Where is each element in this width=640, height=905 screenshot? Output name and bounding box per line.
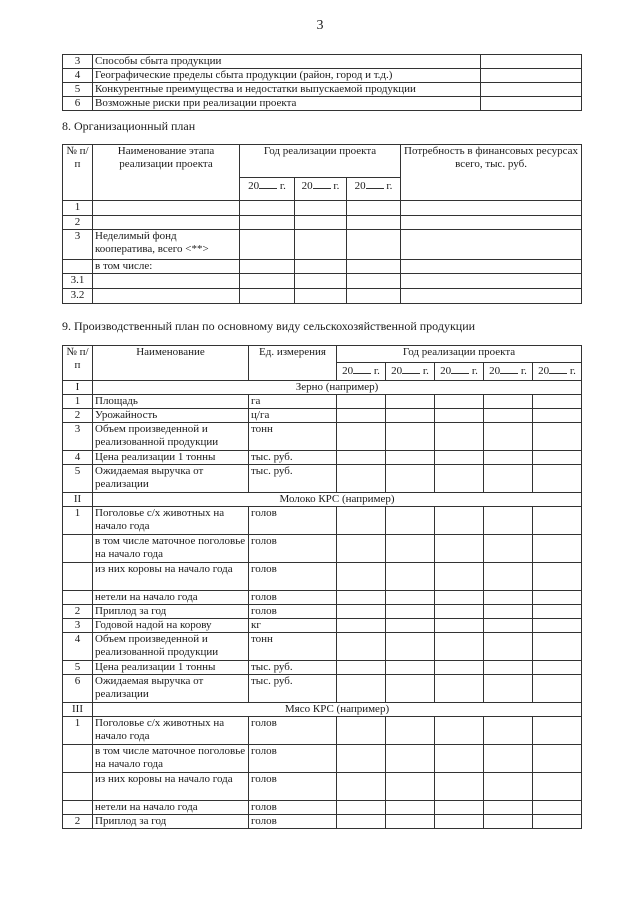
row-text <box>93 216 240 230</box>
empty-cell <box>435 801 484 815</box>
empty-cell <box>533 661 582 675</box>
row-number: 4 <box>63 69 93 83</box>
empty-cell <box>337 409 386 423</box>
row-number: 3 <box>63 619 93 633</box>
empty-cell <box>533 619 582 633</box>
empty-cell <box>337 395 386 409</box>
col-name-header: Наименование <box>93 346 249 381</box>
empty-cell <box>295 289 347 304</box>
empty-cell <box>484 465 533 493</box>
row-text: Приплод за год <box>93 605 249 619</box>
year-cell <box>386 363 435 381</box>
page-number: 3 <box>316 18 324 33</box>
empty-cell <box>401 260 582 274</box>
row-number: 2 <box>63 815 93 829</box>
table-row <box>63 423 582 451</box>
table-row <box>63 216 582 230</box>
row-number: 2 <box>63 409 93 423</box>
empty-cell <box>533 815 582 829</box>
empty-cell <box>435 409 484 423</box>
empty-cell <box>484 675 533 703</box>
year-prefix: 20 <box>538 365 550 377</box>
empty-cell <box>484 633 533 661</box>
empty-cell <box>240 201 295 216</box>
row-text: Объем произведенной и реализованной продукции <box>93 423 249 451</box>
empty-cell <box>337 745 386 773</box>
row-unit: голов <box>249 591 337 605</box>
table-row <box>63 409 582 423</box>
row-number <box>63 801 93 815</box>
row-unit: тонн <box>249 633 337 661</box>
empty-cell <box>484 773 533 801</box>
empty-cell <box>240 289 295 304</box>
row-text: нетели на начало года <box>93 591 249 605</box>
group-number: II <box>63 493 93 507</box>
empty-cell <box>435 395 484 409</box>
col-num-header: № п/п <box>63 145 93 201</box>
row-text: в том числе: <box>93 260 240 274</box>
empty-cell <box>347 216 401 230</box>
empty-cell <box>337 801 386 815</box>
row-unit: голов <box>249 773 337 801</box>
empty-cell <box>435 745 484 773</box>
empty-cell <box>337 815 386 829</box>
empty-cell <box>401 201 582 216</box>
empty-cell <box>386 661 435 675</box>
empty-cell <box>435 619 484 633</box>
empty-cell <box>386 451 435 465</box>
row-number <box>63 591 93 605</box>
row-text: Годовой надой на корову <box>93 619 249 633</box>
empty-cell <box>295 274 347 289</box>
group-title: Зерно (например) <box>93 381 582 395</box>
empty-cell <box>435 815 484 829</box>
year-prefix: 20 <box>301 180 313 192</box>
group-row <box>63 703 582 717</box>
row-text: Цена реализации 1 тонны <box>93 451 249 465</box>
empty-cell <box>533 451 582 465</box>
row-unit: голов <box>249 535 337 563</box>
row-number: 2 <box>63 216 93 230</box>
empty-cell <box>386 395 435 409</box>
table-row <box>63 619 582 633</box>
empty-cell <box>386 591 435 605</box>
row-number: 5 <box>63 83 93 97</box>
row-number <box>63 563 93 591</box>
table-row <box>63 83 582 97</box>
row-unit: голов <box>249 563 337 591</box>
section-9-heading: 9. Производственный план по основному виду сельскохозяйственной продукции <box>62 319 476 333</box>
year-suffix: г. <box>520 365 527 377</box>
empty-cell <box>386 507 435 535</box>
empty-cell <box>347 201 401 216</box>
row-number: 1 <box>63 507 93 535</box>
year-suffix: г. <box>386 180 393 192</box>
row-number: 3 <box>63 230 93 260</box>
row-unit: тыс. руб. <box>249 451 337 465</box>
empty-cell <box>435 605 484 619</box>
row-unit: тыс. руб. <box>249 661 337 675</box>
year-cell <box>295 178 347 201</box>
row-unit: голов <box>249 507 337 535</box>
year-cell <box>337 363 386 381</box>
table-row <box>63 395 582 409</box>
empty-cell <box>484 507 533 535</box>
empty-cell <box>386 675 435 703</box>
table-row <box>63 801 582 815</box>
row-number: 3 <box>63 423 93 451</box>
row-text: Приплод за год <box>93 815 249 829</box>
empty-cell <box>484 745 533 773</box>
table-row <box>63 451 582 465</box>
table-row <box>63 591 582 605</box>
empty-cell <box>337 423 386 451</box>
year-blank <box>451 363 469 374</box>
empty-cell <box>533 535 582 563</box>
empty-cell <box>295 216 347 230</box>
empty-cell <box>481 97 582 111</box>
table-row <box>63 507 582 535</box>
year-cell <box>347 178 401 201</box>
row-unit: ц/га <box>249 409 337 423</box>
empty-cell <box>435 465 484 493</box>
empty-cell <box>533 773 582 801</box>
empty-cell <box>337 507 386 535</box>
row-number: 1 <box>63 395 93 409</box>
year-suffix: г. <box>333 180 340 192</box>
row-number <box>63 745 93 773</box>
empty-cell <box>337 535 386 563</box>
empty-cell <box>337 675 386 703</box>
empty-cell <box>481 55 582 69</box>
empty-cell <box>533 591 582 605</box>
empty-cell <box>484 423 533 451</box>
empty-cell <box>386 535 435 563</box>
row-text: в том числе маточное поголовье на начало года <box>93 535 249 563</box>
empty-cell <box>386 619 435 633</box>
empty-cell <box>533 563 582 591</box>
empty-cell <box>347 230 401 260</box>
empty-cell <box>435 633 484 661</box>
year-blank <box>500 363 518 374</box>
empty-cell <box>347 274 401 289</box>
empty-cell <box>240 274 295 289</box>
empty-cell <box>337 619 386 633</box>
table-row <box>63 55 582 69</box>
group-number: III <box>63 703 93 717</box>
table-row <box>63 717 582 745</box>
year-cell <box>435 363 484 381</box>
row-unit: голов <box>249 815 337 829</box>
empty-cell <box>386 605 435 619</box>
empty-cell <box>337 605 386 619</box>
table-row <box>63 563 582 591</box>
empty-cell <box>295 260 347 274</box>
row-text: из них коровы на начало года <box>93 773 249 801</box>
empty-cell <box>386 801 435 815</box>
col-unit-header: Ед. измерения <box>249 346 337 381</box>
marketing-table <box>62 54 582 111</box>
year-suffix: г. <box>471 365 478 377</box>
empty-cell <box>435 717 484 745</box>
production-plan-table <box>62 345 582 829</box>
empty-cell <box>401 274 582 289</box>
row-text: Объем произведенной и реализованной продукции <box>93 633 249 661</box>
table-row <box>63 605 582 619</box>
table-row <box>63 661 582 675</box>
row-text: Конкурентные преимущества и недостатки выпускаемой продукции <box>93 83 481 97</box>
row-number <box>63 260 93 274</box>
row-number: 5 <box>63 661 93 675</box>
table-row <box>63 633 582 661</box>
year-blank <box>402 363 420 374</box>
empty-cell <box>347 260 401 274</box>
row-text: Неделимый фонд кооператива, всего <**> <box>93 230 240 260</box>
row-text <box>93 274 240 289</box>
table-row <box>63 465 582 493</box>
row-text <box>93 289 240 304</box>
year-cell <box>484 363 533 381</box>
row-number: 6 <box>63 97 93 111</box>
row-unit: тыс. руб. <box>249 675 337 703</box>
row-text: Поголовье с/х животных на начало года <box>93 507 249 535</box>
empty-cell <box>481 83 582 97</box>
section-8-heading: 8. Организационный план <box>62 119 196 133</box>
row-text: Площадь <box>93 395 249 409</box>
table-row <box>63 230 582 260</box>
empty-cell <box>533 423 582 451</box>
row-number <box>63 773 93 801</box>
year-blank <box>259 178 277 189</box>
empty-cell <box>337 465 386 493</box>
empty-cell <box>533 395 582 409</box>
empty-cell <box>401 230 582 260</box>
empty-cell <box>386 563 435 591</box>
row-text: Ожидаемая выручка от реализации <box>93 465 249 493</box>
organizational-plan-table <box>62 144 582 304</box>
year-blank <box>549 363 567 374</box>
empty-cell <box>533 507 582 535</box>
empty-cell <box>533 465 582 493</box>
empty-cell <box>295 201 347 216</box>
row-number: 4 <box>63 451 93 465</box>
year-blank <box>353 363 371 374</box>
empty-cell <box>533 717 582 745</box>
empty-cell <box>484 661 533 675</box>
table-row <box>63 745 582 773</box>
empty-cell <box>386 773 435 801</box>
row-number: 2 <box>63 605 93 619</box>
empty-cell <box>435 535 484 563</box>
empty-cell <box>481 69 582 83</box>
empty-cell <box>533 633 582 661</box>
empty-cell <box>484 591 533 605</box>
year-prefix: 20 <box>489 365 501 377</box>
row-unit: тыс. руб. <box>249 465 337 493</box>
table-row <box>63 274 582 289</box>
row-number: 1 <box>63 717 93 745</box>
empty-cell <box>386 465 435 493</box>
year-suffix: г. <box>279 180 286 192</box>
year-prefix: 20 <box>354 180 366 192</box>
empty-cell <box>435 423 484 451</box>
empty-cell <box>484 605 533 619</box>
empty-cell <box>484 801 533 815</box>
empty-cell <box>240 260 295 274</box>
row-text <box>93 201 240 216</box>
empty-cell <box>484 717 533 745</box>
empty-cell <box>337 661 386 675</box>
col-num-header: № п/п <box>63 346 93 381</box>
empty-cell <box>484 619 533 633</box>
row-number: 1 <box>63 201 93 216</box>
row-text: Поголовье с/х животных на начало года <box>93 717 249 745</box>
col-year-header: Год реализации проекта <box>337 346 582 363</box>
row-unit: голов <box>249 605 337 619</box>
col-need-header: Потребность в финансовых ресурсах всего, тыс. руб. <box>401 145 582 201</box>
year-suffix: г. <box>422 365 429 377</box>
table-row <box>63 535 582 563</box>
empty-cell <box>435 563 484 591</box>
empty-cell <box>295 230 347 260</box>
empty-cell <box>484 409 533 423</box>
row-number: 4 <box>63 633 93 661</box>
table-row <box>63 815 582 829</box>
row-text: в том числе маточное поголовье на начало года <box>93 745 249 773</box>
row-text: Способы сбыта продукции <box>93 55 481 69</box>
empty-cell <box>484 451 533 465</box>
empty-cell <box>337 591 386 605</box>
year-cell <box>240 178 295 201</box>
col-stage-header: Наименование этапа реализации проекта <box>93 145 240 201</box>
empty-cell <box>337 773 386 801</box>
table-row <box>63 289 582 304</box>
empty-cell <box>386 423 435 451</box>
empty-cell <box>386 717 435 745</box>
table-row <box>63 201 582 216</box>
year-suffix: г. <box>373 365 380 377</box>
empty-cell <box>484 563 533 591</box>
row-text: Цена реализации 1 тонны <box>93 661 249 675</box>
year-suffix: г. <box>569 365 576 377</box>
year-cell <box>533 363 582 381</box>
row-text: из них коровы на начало года <box>93 563 249 591</box>
year-prefix: 20 <box>391 365 403 377</box>
empty-cell <box>435 675 484 703</box>
row-text: Урожайность <box>93 409 249 423</box>
row-number: 3.2 <box>63 289 93 304</box>
empty-cell <box>533 745 582 773</box>
empty-cell <box>386 409 435 423</box>
year-blank <box>313 178 331 189</box>
empty-cell <box>386 745 435 773</box>
empty-cell <box>484 535 533 563</box>
empty-cell <box>533 409 582 423</box>
year-blank <box>366 178 384 189</box>
empty-cell <box>435 451 484 465</box>
row-unit: голов <box>249 745 337 773</box>
group-number: I <box>63 381 93 395</box>
row-text: Географические пределы сбыта продукции (район, город и т.д.) <box>93 69 481 83</box>
row-number: 6 <box>63 675 93 703</box>
empty-cell <box>401 289 582 304</box>
table-row <box>63 675 582 703</box>
row-unit: тонн <box>249 423 337 451</box>
group-title: Мясо КРС (например) <box>93 703 582 717</box>
empty-cell <box>484 395 533 409</box>
row-number <box>63 535 93 563</box>
empty-cell <box>435 661 484 675</box>
year-prefix: 20 <box>440 365 452 377</box>
table-row <box>63 97 582 111</box>
empty-cell <box>533 605 582 619</box>
row-number: 3.1 <box>63 274 93 289</box>
row-number: 5 <box>63 465 93 493</box>
empty-cell <box>240 230 295 260</box>
group-row <box>63 493 582 507</box>
year-prefix: 20 <box>342 365 354 377</box>
table-row <box>63 260 582 274</box>
empty-cell <box>533 801 582 815</box>
year-prefix: 20 <box>248 180 260 192</box>
empty-cell <box>484 815 533 829</box>
group-title: Молоко КРС (например) <box>93 493 582 507</box>
row-unit: кг <box>249 619 337 633</box>
table-row <box>63 69 582 83</box>
row-unit: га <box>249 395 337 409</box>
empty-cell <box>435 773 484 801</box>
empty-cell <box>533 675 582 703</box>
empty-cell <box>386 815 435 829</box>
empty-cell <box>347 289 401 304</box>
empty-cell <box>240 216 295 230</box>
row-number: 3 <box>63 55 93 69</box>
row-text: Возможные риски при реализации проекта <box>93 97 481 111</box>
empty-cell <box>401 216 582 230</box>
empty-cell <box>337 717 386 745</box>
row-text: Ожидаемая выручка от реализации <box>93 675 249 703</box>
empty-cell <box>386 633 435 661</box>
row-unit: голов <box>249 717 337 745</box>
group-row <box>63 381 582 395</box>
row-text: нетели на начало года <box>93 801 249 815</box>
table-row <box>63 773 582 801</box>
empty-cell <box>337 563 386 591</box>
empty-cell <box>435 507 484 535</box>
col-year-header: Год реализации проекта <box>240 145 401 178</box>
empty-cell <box>337 633 386 661</box>
row-unit: голов <box>249 801 337 815</box>
empty-cell <box>337 451 386 465</box>
empty-cell <box>435 591 484 605</box>
